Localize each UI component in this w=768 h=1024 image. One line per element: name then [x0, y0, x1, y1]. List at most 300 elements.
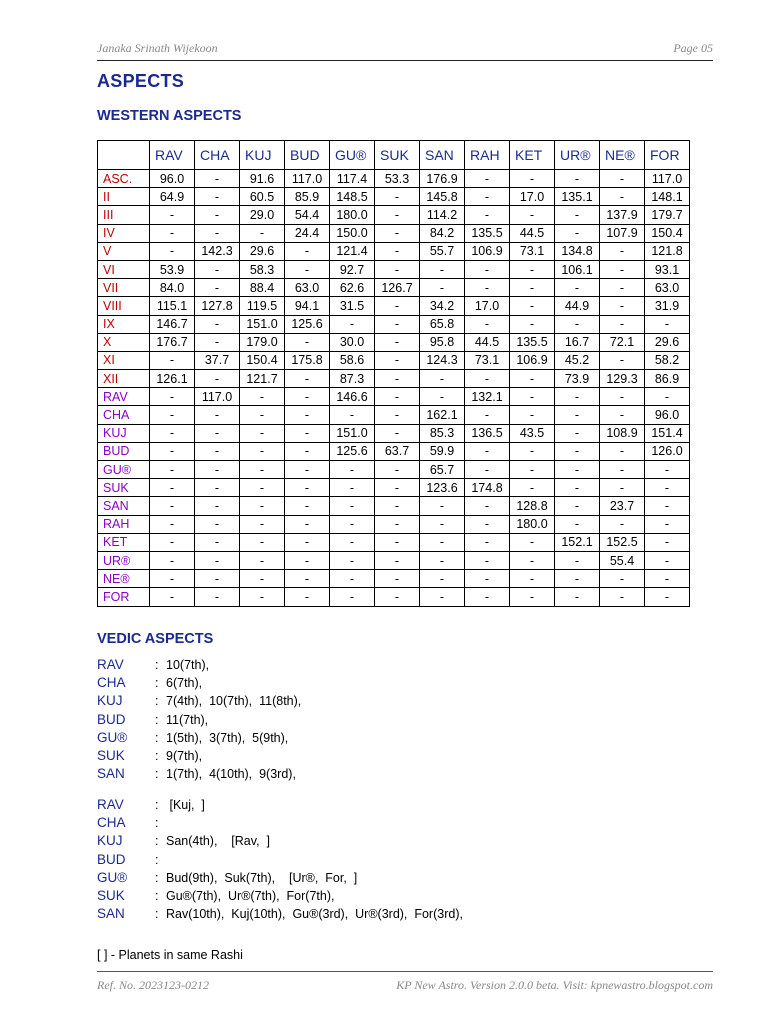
table-cell: -	[510, 461, 555, 479]
table-cell: -	[600, 442, 645, 460]
column-header: SAN	[420, 141, 465, 170]
table-cell: -	[600, 479, 645, 497]
table-cell: -	[330, 551, 375, 569]
western-aspects-table	[97, 140, 690, 607]
table-cell: 146.6	[330, 388, 375, 406]
row-label: NE®	[98, 570, 150, 588]
table-cell: -	[510, 479, 555, 497]
table-cell: 106.9	[465, 242, 510, 260]
table-cell: -	[195, 279, 240, 297]
table-cell: 73.1	[465, 351, 510, 369]
table-cell: -	[420, 497, 465, 515]
table-cell: 87.3	[330, 370, 375, 388]
table-cell: -	[645, 515, 690, 533]
table-cell: -	[375, 570, 420, 588]
row-label: CHA	[98, 406, 150, 424]
table-cell: -	[285, 479, 330, 497]
table-cell: -	[285, 570, 330, 588]
table-cell: 86.9	[645, 370, 690, 388]
table-cell: -	[375, 388, 420, 406]
table-cell: 117.0	[285, 170, 330, 188]
table-cell: 135.5	[465, 224, 510, 242]
table-cell: 132.1	[465, 388, 510, 406]
table-cell: -	[555, 479, 600, 497]
table-cell: -	[195, 170, 240, 188]
table-cell: -	[510, 588, 555, 606]
table-cell: 44.5	[465, 333, 510, 351]
table-cell: 121.8	[645, 242, 690, 260]
table-cell: -	[420, 279, 465, 297]
table-row	[98, 442, 690, 460]
planet-name: RAV	[97, 797, 124, 812]
table-cell: -	[195, 260, 240, 278]
table-cell: 174.8	[465, 479, 510, 497]
table-cell: 126.0	[645, 442, 690, 460]
table-cell: -	[330, 461, 375, 479]
table-cell: -	[600, 570, 645, 588]
table-cell: -	[465, 315, 510, 333]
table-row	[98, 224, 690, 242]
table-cell: -	[150, 206, 195, 224]
table-cell: -	[240, 497, 285, 515]
table-cell: -	[465, 170, 510, 188]
row-label: RAH	[98, 515, 150, 533]
table-cell: 124.3	[420, 351, 465, 369]
table-cell: 45.2	[555, 351, 600, 369]
table-cell: -	[195, 461, 240, 479]
table-cell: 31.9	[645, 297, 690, 315]
table-cell: 180.0	[330, 206, 375, 224]
table-cell: -	[600, 351, 645, 369]
table-cell: -	[555, 406, 600, 424]
table-cell: -	[465, 551, 510, 569]
table-cell: -	[555, 388, 600, 406]
table-cell: 106.1	[555, 260, 600, 278]
table-cell: -	[600, 315, 645, 333]
table-cell: 96.0	[150, 170, 195, 188]
column-header: GU®	[330, 141, 375, 170]
table-cell: -	[600, 260, 645, 278]
table-cell: -	[465, 570, 510, 588]
table-cell: -	[285, 370, 330, 388]
table-cell: -	[375, 406, 420, 424]
table-row	[98, 388, 690, 406]
table-cell: -	[465, 533, 510, 551]
aspect-value: Rav(10th), Kuj(10th), Gu®(3rd), Ur®(3rd), For(3rd),	[166, 907, 463, 922]
table-cell: -	[375, 533, 420, 551]
table-cell: 117.0	[195, 388, 240, 406]
table-cell: 175.8	[285, 351, 330, 369]
table-cell: -	[375, 497, 420, 515]
table-cell: -	[375, 315, 420, 333]
planet-name: CHA	[97, 675, 126, 691]
table-cell: -	[240, 533, 285, 551]
table-cell: -	[375, 479, 420, 497]
aspect-value: 9(7th),	[166, 748, 203, 763]
table-cell: -	[150, 515, 195, 533]
separator: :	[155, 907, 159, 922]
table-cell: 37.7	[195, 351, 240, 369]
table-cell: -	[240, 570, 285, 588]
table-cell: -	[600, 279, 645, 297]
aspect-value: 7(4th), 10(7th), 11(8th),	[166, 694, 302, 709]
table-cell: 63.0	[645, 279, 690, 297]
table-cell: 145.8	[420, 188, 465, 206]
table-cell: -	[285, 533, 330, 551]
table-cell: -	[465, 442, 510, 460]
table-cell: 44.9	[555, 297, 600, 315]
table-cell: 107.9	[600, 224, 645, 242]
row-label: ASC.	[98, 170, 150, 188]
table-cell: -	[330, 315, 375, 333]
table-cell: -	[510, 388, 555, 406]
row-label: XI	[98, 351, 150, 369]
table-cell: 151.0	[240, 315, 285, 333]
table-cell: 16.7	[555, 333, 600, 351]
table-cell: -	[150, 570, 195, 588]
table-cell: 150.4	[240, 351, 285, 369]
table-cell: -	[195, 224, 240, 242]
table-cell: 146.7	[150, 315, 195, 333]
planet-name: BUD	[97, 711, 126, 727]
page-title: ASPECTS	[97, 71, 185, 91]
table-cell: -	[285, 588, 330, 606]
table-cell: -	[510, 533, 555, 551]
column-header: SUK	[375, 141, 420, 170]
table-cell: 123.6	[420, 479, 465, 497]
table-cell: -	[645, 461, 690, 479]
column-header: RAV	[150, 141, 195, 170]
table-cell: 180.0	[510, 515, 555, 533]
table-row	[98, 351, 690, 369]
table-cell: -	[645, 315, 690, 333]
aspect-value: Bud(9th), Suk(7th), [Ur®, For, ]	[166, 870, 358, 885]
table-cell: 121.4	[330, 242, 375, 260]
table-cell: -	[645, 497, 690, 515]
table-cell: -	[510, 297, 555, 315]
table-cell: -	[600, 461, 645, 479]
table-cell: 62.6	[330, 279, 375, 297]
table-cell: -	[555, 279, 600, 297]
table-cell: -	[645, 551, 690, 569]
separator: :	[155, 658, 159, 672]
table-cell: -	[150, 551, 195, 569]
table-cell: -	[510, 551, 555, 569]
table-cell: -	[285, 406, 330, 424]
column-header: RAH	[465, 141, 510, 170]
table-cell: -	[645, 533, 690, 551]
table-cell: 129.3	[600, 370, 645, 388]
table-cell: -	[600, 406, 645, 424]
table-cell: 44.5	[510, 224, 555, 242]
planet-name: GU®	[97, 729, 128, 745]
table-cell: -	[195, 570, 240, 588]
table-cell: -	[195, 188, 240, 206]
planet-name: KUJ	[97, 833, 123, 849]
row-label: UR®	[98, 551, 150, 569]
separator: :	[155, 730, 159, 745]
column-header: NE®	[600, 141, 645, 170]
table-row	[98, 370, 690, 388]
table-cell: 137.9	[600, 206, 645, 224]
table-cell: 65.7	[420, 461, 465, 479]
table-cell: -	[195, 315, 240, 333]
table-cell: 55.7	[420, 242, 465, 260]
table-cell: -	[195, 333, 240, 351]
table-cell: -	[600, 242, 645, 260]
column-header: CHA	[195, 141, 240, 170]
table-cell: -	[375, 260, 420, 278]
table-cell: -	[510, 170, 555, 188]
table-cell: 94.1	[285, 297, 330, 315]
table-cell: -	[285, 333, 330, 351]
table-cell: -	[465, 279, 510, 297]
table-cell: -	[195, 479, 240, 497]
table-cell: 126.7	[375, 279, 420, 297]
planet-name: GU®	[97, 869, 128, 885]
table-cell: 150.4	[645, 224, 690, 242]
table-cell: -	[195, 515, 240, 533]
table-cell: -	[150, 424, 195, 442]
table-cell: 150.0	[330, 224, 375, 242]
table-cell: -	[150, 497, 195, 515]
table-cell: 134.8	[555, 242, 600, 260]
table-cell: -	[195, 533, 240, 551]
table-cell: -	[510, 260, 555, 278]
table-cell: -	[600, 170, 645, 188]
table-cell: -	[555, 170, 600, 188]
separator: :	[155, 834, 159, 849]
table-cell: -	[510, 279, 555, 297]
table-cell: 125.6	[330, 442, 375, 460]
column-header: KUJ	[240, 141, 285, 170]
separator: :	[155, 888, 159, 903]
table-cell: -	[375, 424, 420, 442]
table-cell: -	[375, 351, 420, 369]
table-cell: -	[285, 461, 330, 479]
table-cell: 29.0	[240, 206, 285, 224]
table-cell: -	[420, 388, 465, 406]
table-cell: 125.6	[285, 315, 330, 333]
table-cell: 60.5	[240, 188, 285, 206]
page-header	[97, 41, 713, 61]
table-cell: -	[375, 333, 420, 351]
table-cell: 108.9	[600, 424, 645, 442]
table-cell: 114.2	[420, 206, 465, 224]
separator: :	[155, 798, 159, 812]
table-row	[98, 315, 690, 333]
table-cell: 135.5	[510, 333, 555, 351]
table-cell: 115.1	[150, 297, 195, 315]
table-row	[98, 279, 690, 297]
row-label: IX	[98, 315, 150, 333]
table-cell: -	[510, 570, 555, 588]
table-cell: 91.6	[240, 170, 285, 188]
row-label: V	[98, 242, 150, 260]
planet-name: RAV	[97, 657, 124, 672]
table-cell: -	[375, 297, 420, 315]
table-cell: -	[555, 442, 600, 460]
table-cell: 88.4	[240, 279, 285, 297]
table-row	[98, 515, 690, 533]
column-header: BUD	[285, 141, 330, 170]
table-row	[98, 170, 690, 188]
table-cell: -	[195, 206, 240, 224]
table-cell: -	[240, 406, 285, 424]
table-cell: 58.3	[240, 260, 285, 278]
table-cell: -	[240, 515, 285, 533]
table-cell: 24.4	[285, 224, 330, 242]
table-cell: -	[195, 406, 240, 424]
table-cell: -	[510, 406, 555, 424]
row-label: KET	[98, 533, 150, 551]
table-cell: 92.7	[330, 260, 375, 278]
table-cell: -	[330, 570, 375, 588]
table-cell: -	[285, 515, 330, 533]
planet-name: KUJ	[97, 693, 123, 709]
table-cell: 148.5	[330, 188, 375, 206]
footer-divider	[97, 971, 713, 972]
table-cell: -	[375, 461, 420, 479]
table-cell: -	[240, 479, 285, 497]
table-row	[98, 242, 690, 260]
column-header: UR®	[555, 141, 600, 170]
table-cell: 117.0	[645, 170, 690, 188]
table-cell: -	[420, 515, 465, 533]
table-cell: 54.4	[285, 206, 330, 224]
table-cell: 65.8	[420, 315, 465, 333]
table-cell: -	[420, 551, 465, 569]
table-cell: 96.0	[645, 406, 690, 424]
column-header: FOR	[645, 141, 690, 170]
table-cell: 55.4	[600, 551, 645, 569]
table-header-row	[98, 141, 690, 170]
table-row	[98, 588, 690, 606]
table-cell: -	[555, 497, 600, 515]
table-cell: -	[240, 588, 285, 606]
table-cell: -	[420, 533, 465, 551]
table-cell: 63.7	[375, 442, 420, 460]
author-name: Janaka Srinath Wijekoon	[97, 41, 218, 55]
table-corner-cell	[98, 141, 150, 170]
table-cell: -	[375, 206, 420, 224]
vedic-aspects-title: VEDIC ASPECTS	[97, 631, 214, 647]
table-cell: -	[465, 497, 510, 515]
table-cell: 93.1	[645, 260, 690, 278]
table-cell: -	[600, 388, 645, 406]
separator: :	[155, 748, 159, 763]
table-cell: -	[600, 188, 645, 206]
row-label: III	[98, 206, 150, 224]
aspect-value: [Kuj, ]	[166, 798, 205, 812]
table-cell: -	[465, 515, 510, 533]
aspect-value: 1(5th), 3(7th), 5(9th),	[166, 730, 289, 745]
planet-name: CHA	[97, 815, 126, 831]
table-row	[98, 424, 690, 442]
table-cell: -	[240, 442, 285, 460]
row-label: BUD	[98, 442, 150, 460]
row-label: FOR	[98, 588, 150, 606]
table-row	[98, 533, 690, 551]
table-cell: 43.5	[510, 424, 555, 442]
planet-name: SAN	[97, 766, 125, 782]
table-cell: 53.3	[375, 170, 420, 188]
table-cell: -	[510, 370, 555, 388]
version-credit: KP New Astro. Version 2.0.0 beta. Visit: kpnewastro.blogspot.com	[396, 978, 713, 992]
table-cell: -	[330, 406, 375, 424]
table-cell: 29.6	[240, 242, 285, 260]
row-label: IV	[98, 224, 150, 242]
table-cell: -	[150, 588, 195, 606]
same-rashi-note: [ ] - Planets in same Rashi	[97, 948, 243, 962]
separator: :	[155, 694, 159, 709]
table-cell: 128.8	[510, 497, 555, 515]
table-cell: -	[240, 461, 285, 479]
table-cell: -	[150, 479, 195, 497]
table-cell: -	[330, 479, 375, 497]
table-cell: -	[150, 388, 195, 406]
aspect-value: 11(7th),	[166, 712, 209, 727]
row-label: SUK	[98, 479, 150, 497]
planet-name: SUK	[97, 887, 125, 903]
table-cell: -	[600, 297, 645, 315]
row-label: RAV	[98, 388, 150, 406]
table-cell: -	[375, 370, 420, 388]
table-cell: -	[555, 461, 600, 479]
table-cell: -	[420, 260, 465, 278]
table-cell: -	[375, 188, 420, 206]
table-cell: -	[195, 442, 240, 460]
table-cell: -	[555, 315, 600, 333]
table-cell: -	[465, 260, 510, 278]
column-header: KET	[510, 141, 555, 170]
table-cell: 106.9	[510, 351, 555, 369]
table-cell: -	[150, 533, 195, 551]
row-label: SAN	[98, 497, 150, 515]
table-cell: -	[285, 442, 330, 460]
table-cell: 151.0	[330, 424, 375, 442]
table-cell: 119.5	[240, 297, 285, 315]
table-cell: 176.9	[420, 170, 465, 188]
table-cell: 63.0	[285, 279, 330, 297]
table-cell: 136.5	[465, 424, 510, 442]
table-cell: 151.4	[645, 424, 690, 442]
table-cell: -	[150, 351, 195, 369]
separator: :	[155, 676, 159, 691]
table-cell: -	[375, 224, 420, 242]
table-cell: 162.1	[420, 406, 465, 424]
table-row	[98, 297, 690, 315]
separator: :	[155, 870, 159, 885]
planet-name: SUK	[97, 747, 125, 763]
row-label: KUJ	[98, 424, 150, 442]
row-label: VI	[98, 260, 150, 278]
table-cell: 31.5	[330, 297, 375, 315]
header-divider	[97, 60, 713, 61]
table-cell: 73.9	[555, 370, 600, 388]
table-cell: -	[645, 479, 690, 497]
table-cell: -	[285, 424, 330, 442]
table-cell: -	[240, 551, 285, 569]
table-cell: 58.6	[330, 351, 375, 369]
table-cell: -	[195, 588, 240, 606]
table-cell: 73.1	[510, 242, 555, 260]
table-cell: -	[555, 224, 600, 242]
table-cell: 126.1	[150, 370, 195, 388]
table-cell: -	[150, 406, 195, 424]
table-cell: 152.5	[600, 533, 645, 551]
table-cell: -	[600, 588, 645, 606]
